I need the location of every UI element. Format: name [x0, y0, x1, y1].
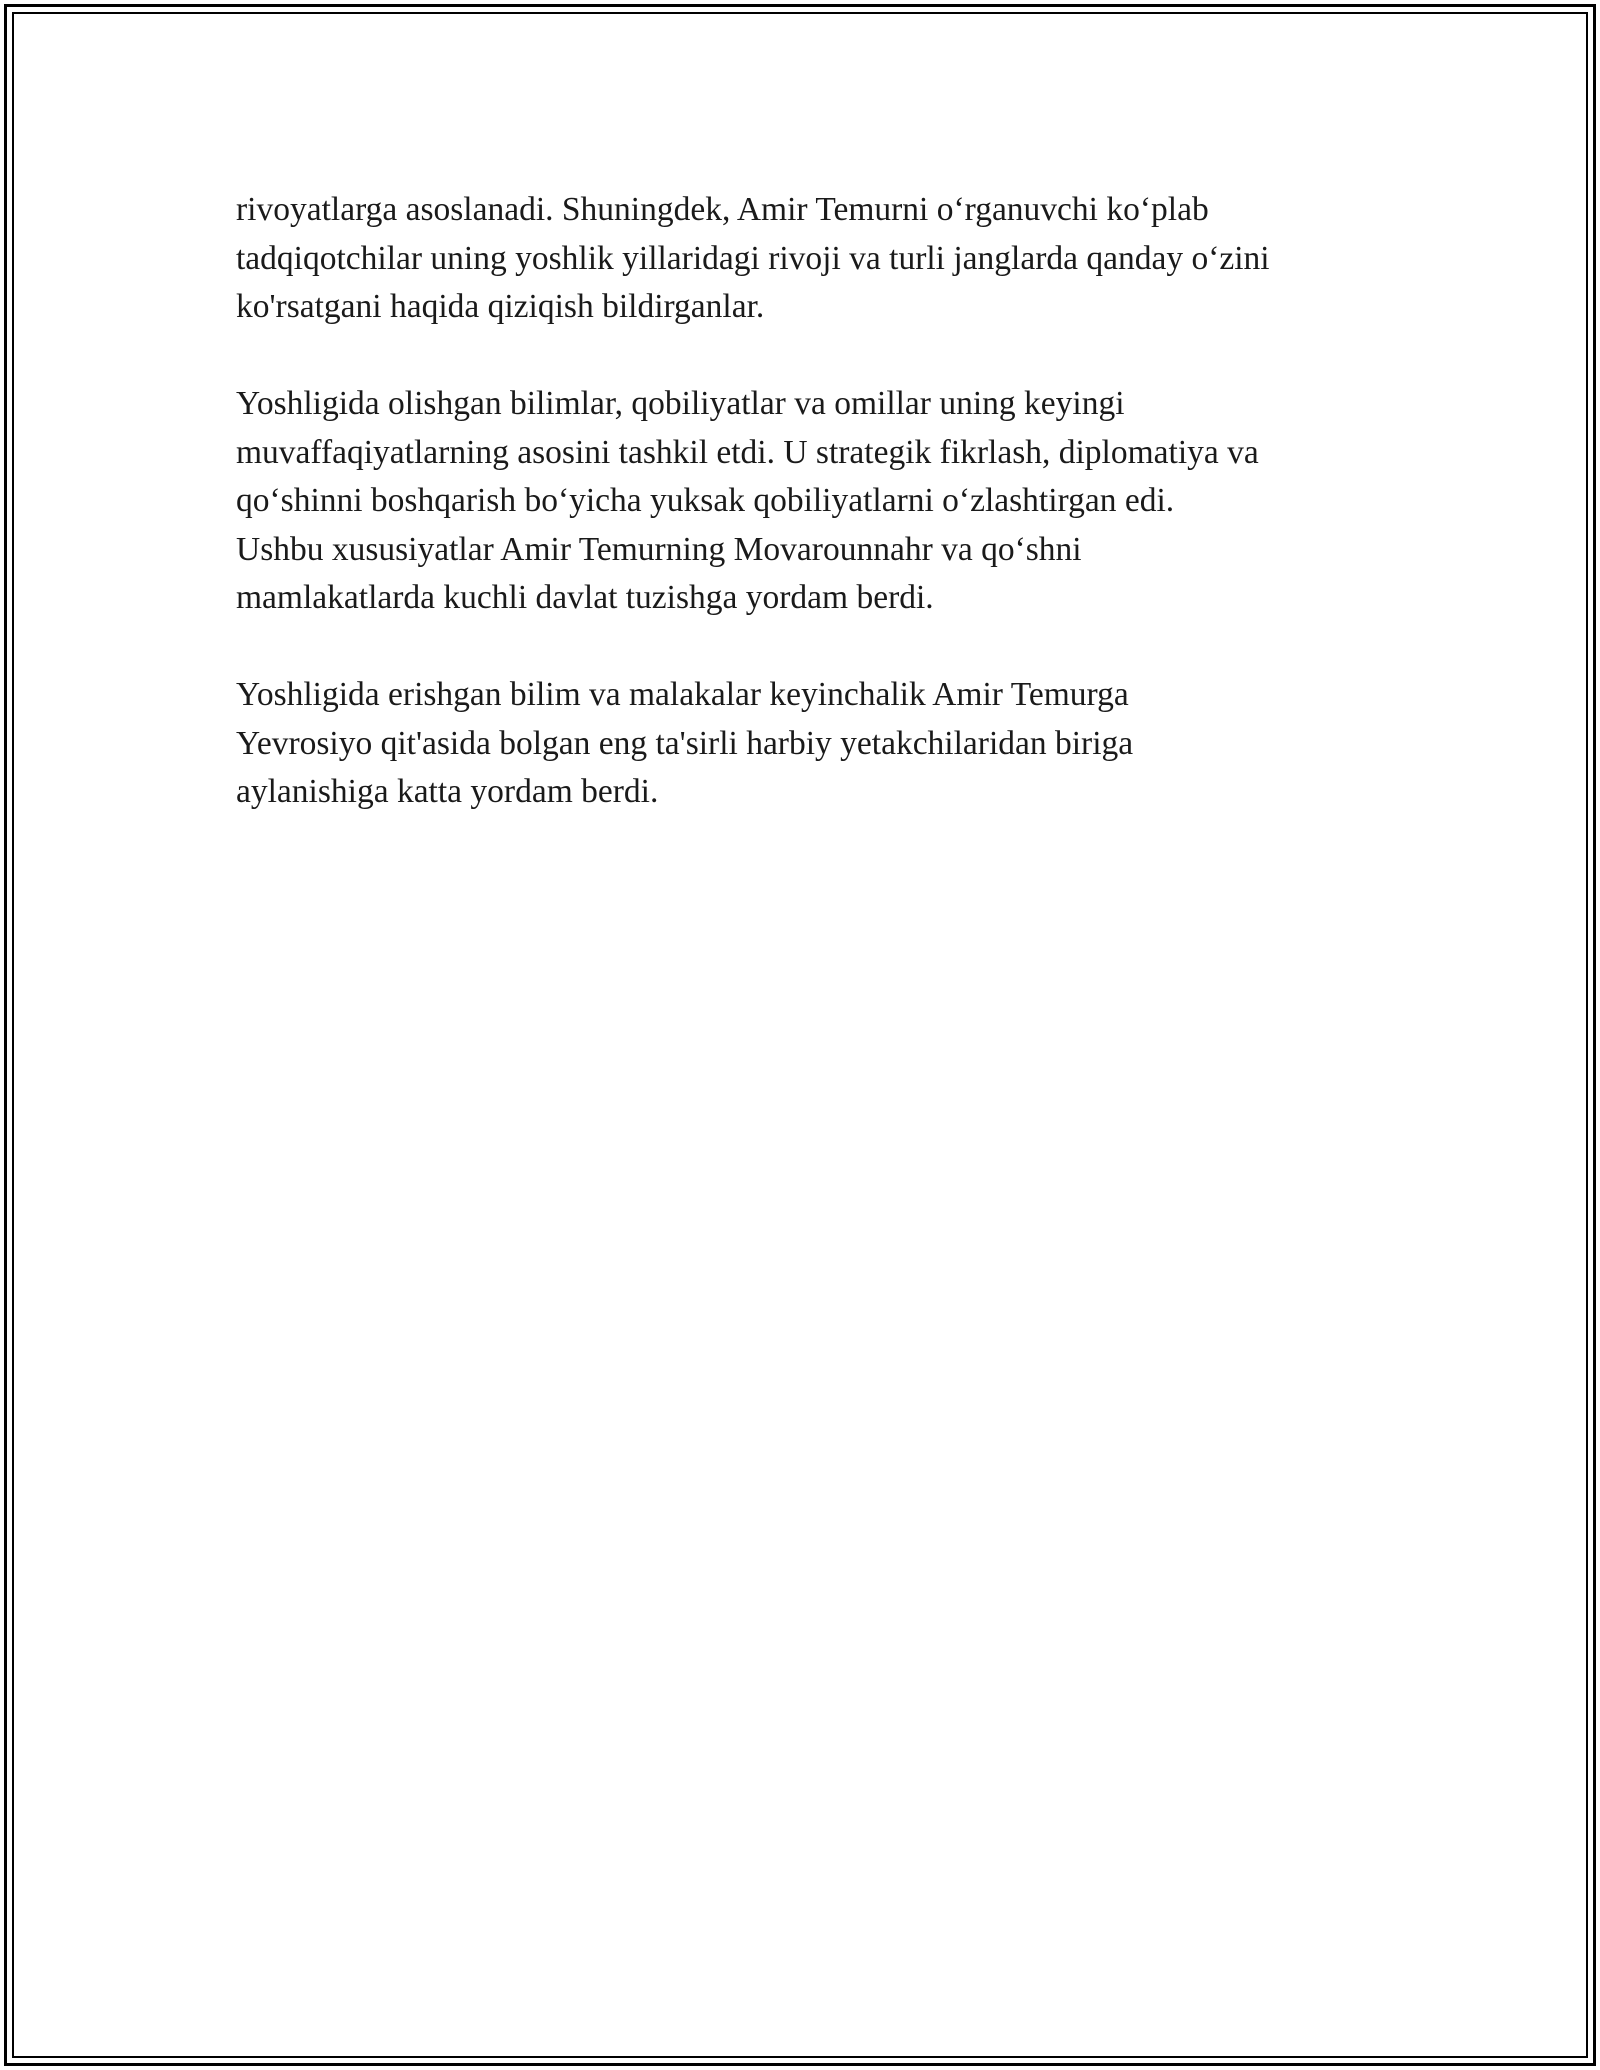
text-line: Yoshligida olishgan bilimlar, qobiliyatlar va omillar uning keyingi [236, 385, 1125, 422]
paragraph-2 [236, 380, 1396, 623]
text-line: mamlakatlarda kuchli davlat tuzishga yordam berdi. [236, 579, 934, 616]
text-line: qo‘shinni boshqarish bo‘yicha yuksak qobiliyatlarni o‘zlashtirgan edi. [236, 482, 1175, 519]
text-line: ko'rsatgani haqida qiziqish bildirganlar. [236, 288, 765, 325]
text-line: muvaffaqiyatlarning asosini tashkil etdi. U strategik fikrlash, diplomatiya va [236, 433, 1259, 471]
text-line: aylanishiga katta yordam berdi. [236, 773, 659, 810]
text-line: Ushbu xususiyatlar Amir Temurning Movarounnahr va qo‘shni [236, 530, 1082, 568]
paragraph-3 [236, 671, 1396, 817]
document-body [236, 186, 1396, 865]
text-line: rivoyatlarga asoslanadi. Shuningdek, Amir Temurni o‘rganuvchi ko‘plab [236, 191, 1209, 228]
paragraph-1 [236, 186, 1396, 332]
text-line: Yoshligida erishgan bilim va malakalar keyinchalik Amir Temurga [236, 676, 1129, 713]
text-line: tadqiqotchilar uning yoshlik yillaridagi rivoji va turli janglarda qanday o‘zini [236, 239, 1270, 277]
text-line: Yevrosiyo qit'asida bolgan eng ta'sirli harbiy yetakchilaridan biriga [236, 724, 1134, 762]
